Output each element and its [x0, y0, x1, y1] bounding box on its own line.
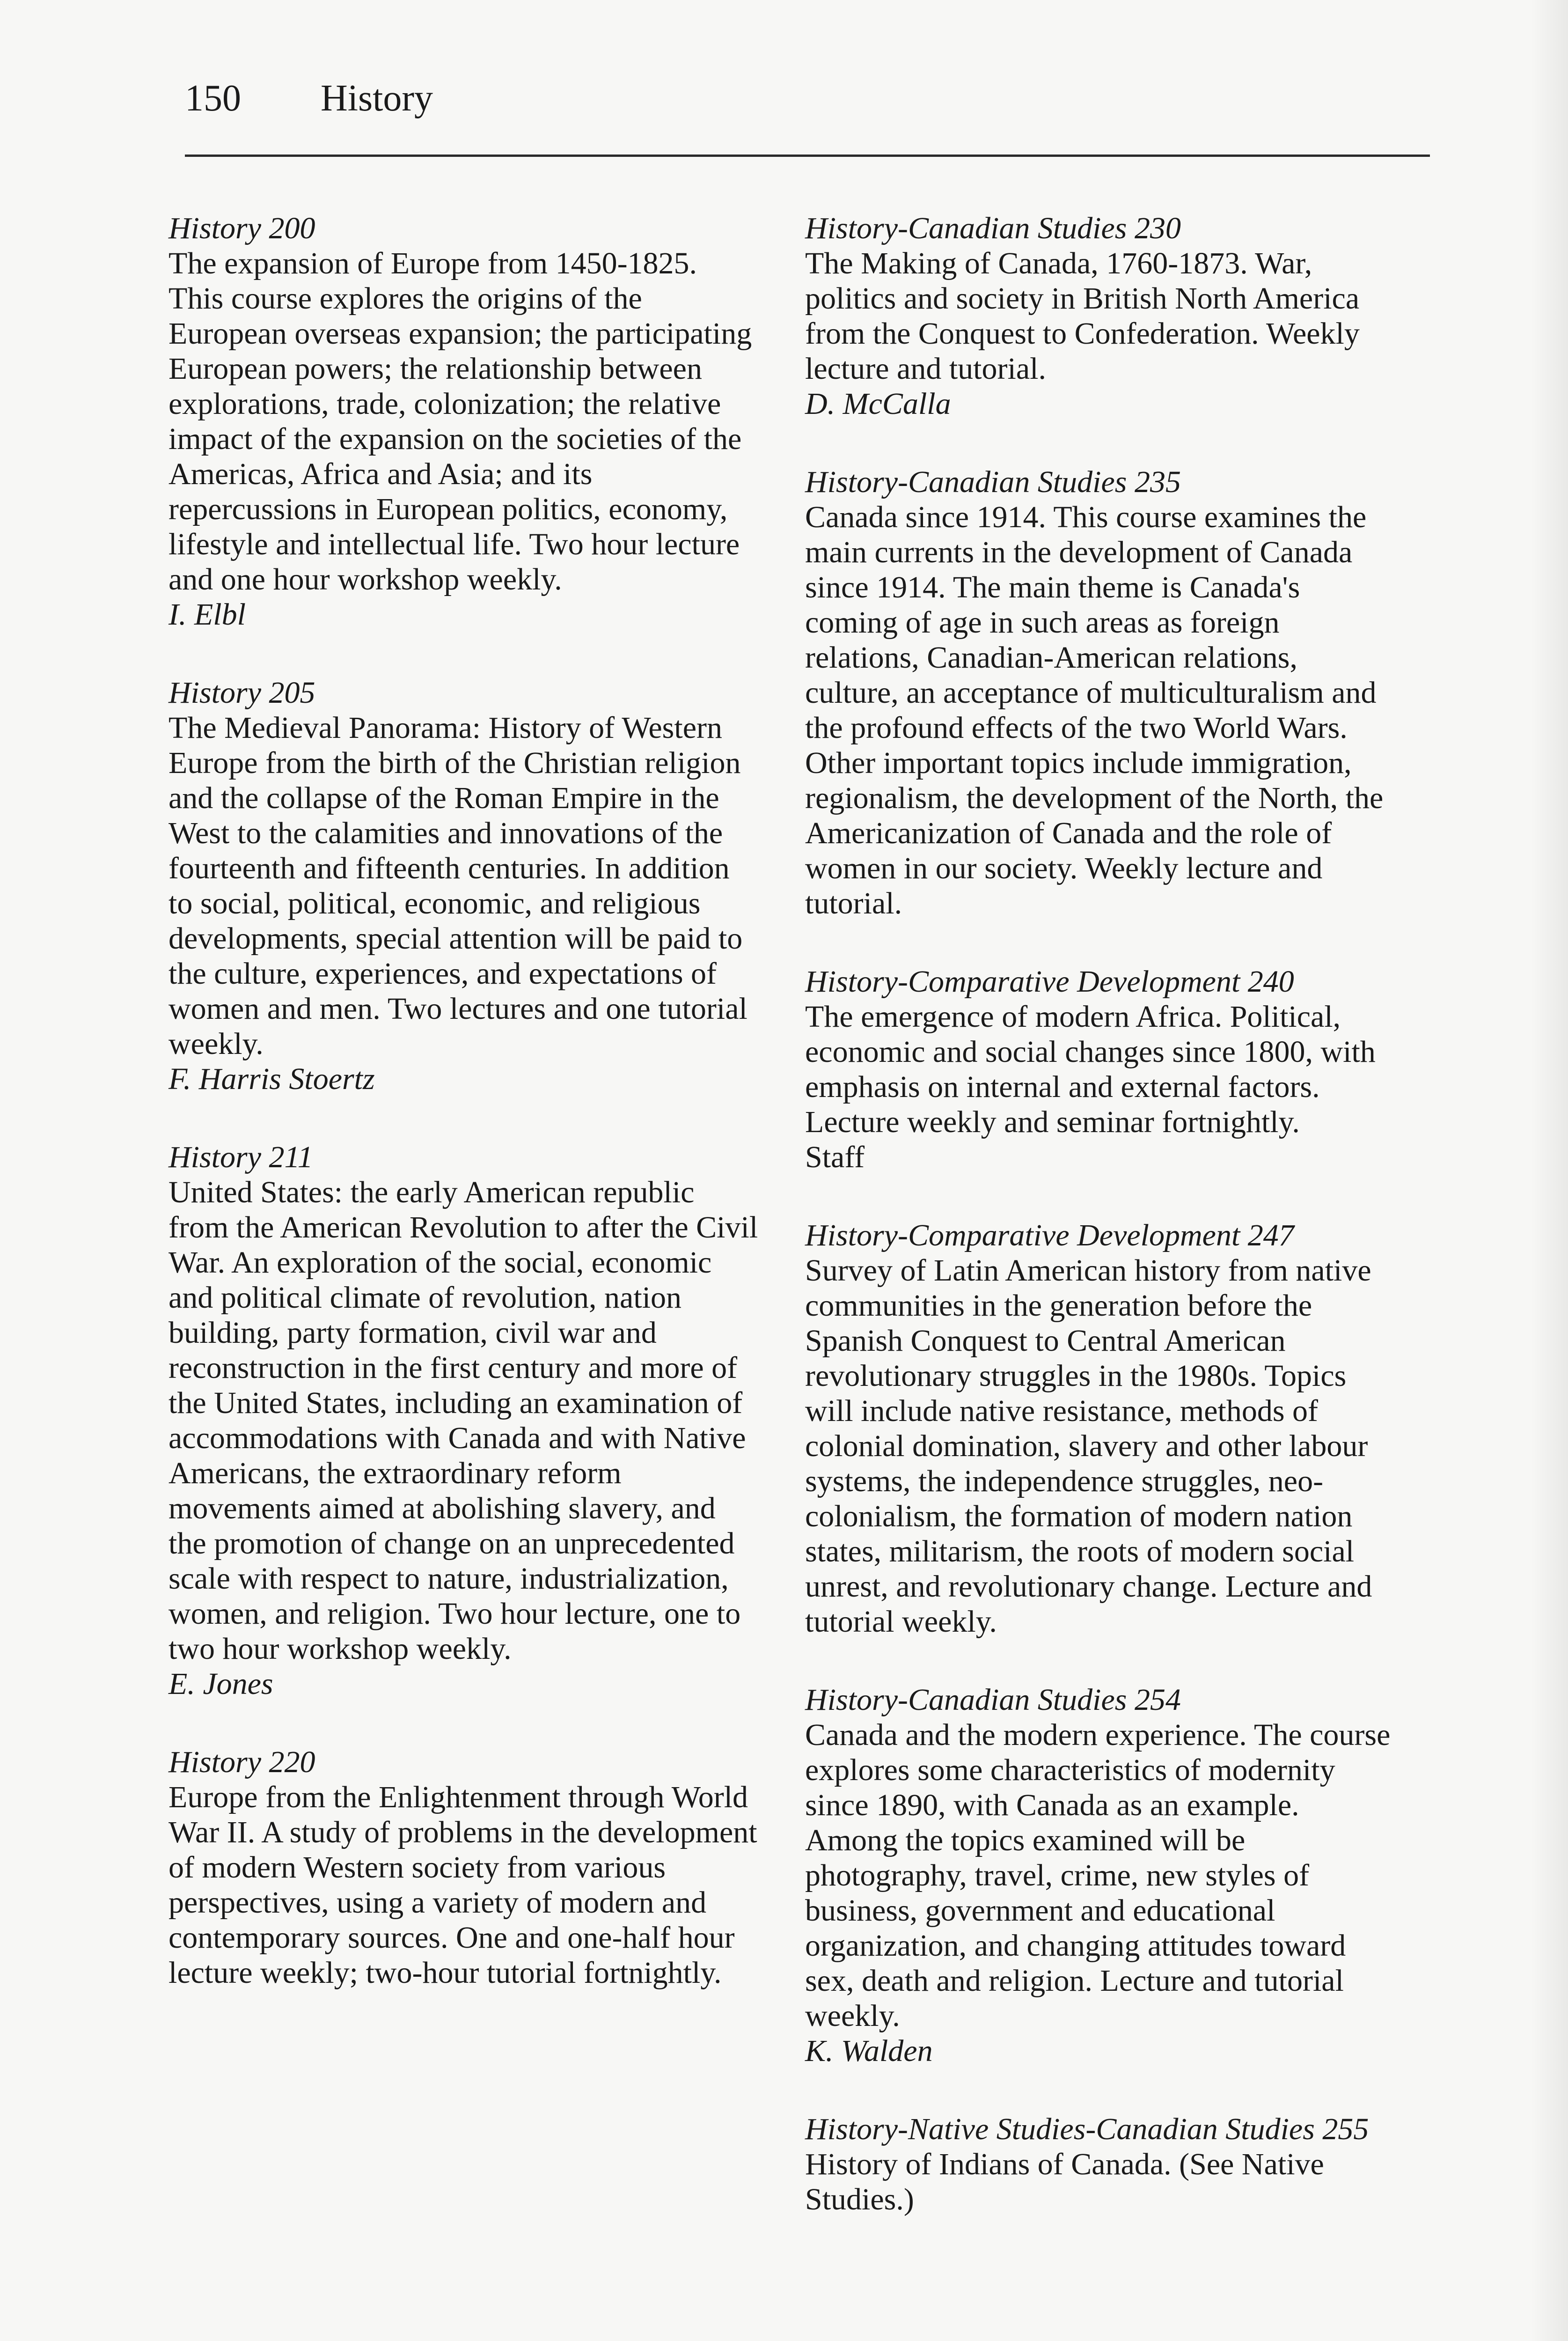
course-description: History of Indians of Canada. (See Native Studies.): [805, 2147, 1324, 2216]
course-instructor: D. McCalla: [805, 387, 951, 421]
course-code: History-Canadian Studies 235: [805, 465, 1181, 499]
course-description: The emergence of modern Africa. Political, economic and social changes since 1800, with emphasis on internal and external factors. Lecture weekly and seminar fortnightly.: [805, 1000, 1376, 1139]
course-code: History-Canadian Studies 230: [805, 211, 1181, 245]
course-code: History-Comparative Development 240: [805, 964, 1294, 999]
course-entry: [169, 1140, 758, 1701]
course-entry: [805, 211, 1395, 421]
course-code: History 211: [169, 1140, 313, 1174]
scan-edge-shadow: [1531, 0, 1568, 2341]
course-entry: [169, 211, 758, 632]
course-description: The expansion of Europe from 1450-1825. This course explores the origins of the European overseas expansion; the participating European powers; the relationship between explorations, trade, colonization; the relative impact of the expansion on the societies of the Americas, Africa and Asia; and its repercussions in European politics, economy, lifestyle and intellectual life. Two hour lecture and one hour workshop weekly.: [169, 246, 752, 596]
course-description: Survey of Latin American history from native communities in the generation before the Spanish Conquest to Central American revolutionary struggles in the 1980s. Topics will include native resistance, methods of colonial domination, slavery and other labour systems, the independence struggles, neo-colonialism, the formation of modern nation states, militarism, the roots of modern social unrest, and revolutionary change. Lecture and tutorial weekly.: [805, 1253, 1372, 1639]
course-entry: [169, 1745, 758, 1990]
course-description: United States: the early American republic from the American Revolution to after the Civil War. An exploration of the social, economic and political climate of revolution, nation building, party formation, civil war and reconstruction in the first century and more of the United States, including an examination of accommodations with Canada and with Native Americans, the extraordinary reform movements aimed at abolishing slavery, and the promotion of change on an unprecedented scale with respect to nature, industrialization, women, and religion. Two hour lecture, one to two hour workshop weekly.: [169, 1175, 758, 1666]
course-instructor: I. Elbl: [169, 597, 246, 632]
course-description: Canada and the modern experience. The course explores some characteristics of modernity since 1890, with Canada as an example. Among the topics examined will be photography, travel, crime, new styles of business, government and educational organization, and changing attitudes toward sex, death and religion. Lecture and tutorial weekly.: [805, 1718, 1391, 2033]
course-code: History-Comparative Development 247: [805, 1218, 1294, 1252]
course-entry: [805, 2112, 1395, 2217]
running-section-title: History: [321, 78, 433, 119]
course-code: History-Canadian Studies 254: [805, 1683, 1181, 1717]
course-code: History 200: [169, 211, 315, 245]
course-entry: [805, 964, 1395, 1175]
course-entry: [805, 1218, 1395, 1639]
course-description: The Making of Canada, 1760-1873. War, politics and society in British North America from the Conquest to Confederation. Weekly lecture and tutorial.: [805, 246, 1360, 386]
course-instructor: F. Harris Stoertz: [169, 1062, 375, 1096]
course-description: Canada since 1914. This course examines the main currents in the development of Canada since 1914. The main theme is Canada's coming of age in such areas as foreign relations, Canadian-American relations, culture, an acceptance of multiculturalism and the profound effects of the two World Wars. Other important topics include immigration, regionalism, the development of the North, the Americanization of Canada and the role of women in our society. Weekly lecture and tutorial.: [805, 500, 1384, 920]
page-number: 150: [185, 78, 241, 119]
header-rule: [185, 155, 1430, 157]
course-instructor: Staff: [805, 1140, 865, 1174]
left-column: [169, 211, 758, 2033]
course-entry: [169, 675, 758, 1097]
course-instructor: K. Walden: [805, 2034, 933, 2068]
course-description: The Medieval Panorama: History of Western Europe from the birth of the Christian religion and the collapse of the Roman Empire in the West to the calamities and innovations of the fourteenth and fifteenth centuries. In addition to social, political, economic, and religious developments, special attention will be paid to the culture, experiences, and expectations of women and men. Two lectures and one tutorial weekly.: [169, 711, 747, 1061]
course-code: History 220: [169, 1745, 315, 1779]
course-instructor: E. Jones: [169, 1667, 273, 1701]
page-header: [185, 70, 1430, 145]
course-description: Europe from the Enlightenment through World War II. A study of problems in the development of modern Western society from various perspectives, using a variety of modern and contemporary sources. One and one-half hour lecture weekly; two-hour tutorial fortnightly.: [169, 1780, 757, 1990]
course-entry: [805, 1682, 1395, 2069]
course-entry: [805, 464, 1395, 921]
course-code: History-Native Studies-Canadian Studies 255: [805, 2112, 1369, 2146]
course-code: History 205: [169, 676, 315, 710]
right-column: [805, 211, 1395, 2260]
